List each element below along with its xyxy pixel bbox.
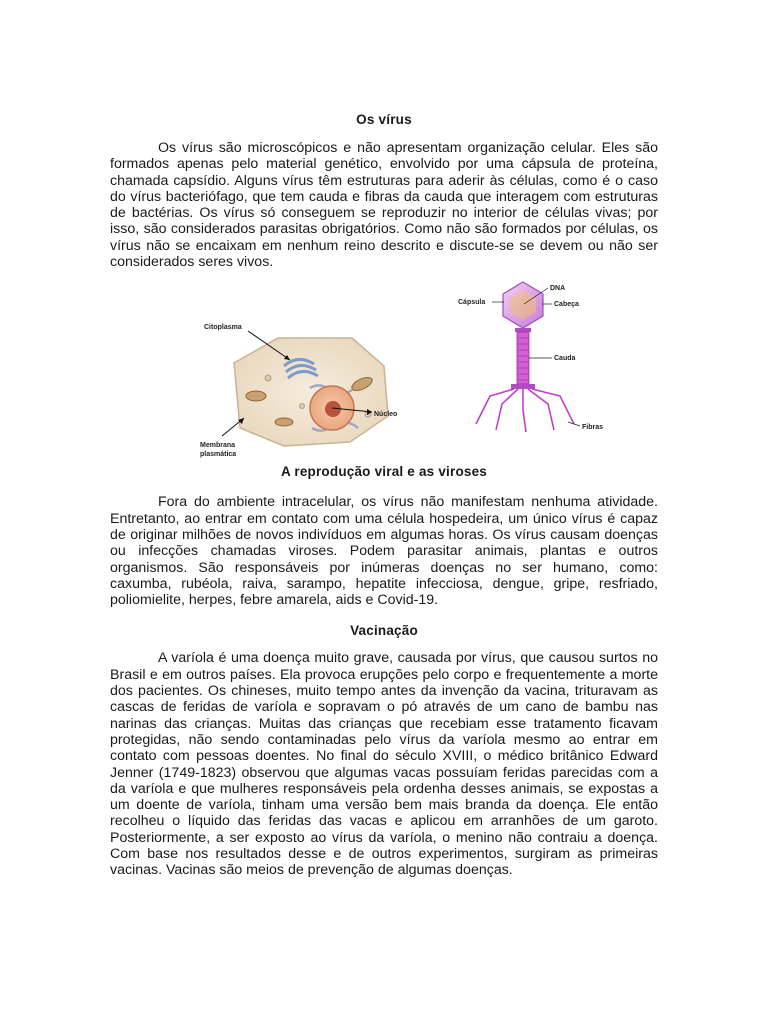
label-membrana-1: Membrana [200, 442, 236, 450]
label-membrana-2: plasmática [200, 451, 237, 459]
paragraph-reproducao-viral: Fora do ambiente intracelular, os vírus não manifestam nenhuma atividade. Entretanto, ao entrar em contato com uma célula hospedeira, um único vírus é capaz de originar milhões de novos indivíduos em algumas horas. Os vírus causam doenças ou infecções chamadas viroses. Podem parasitar animais, plantas e outros organismos. São responsáveis por inúmeras doenças no ser humano, como: caxumba, rubéola, raiva, sarampo, hepatite infecciosa, dengue, gripe, resfriado, poliomielite, herpes, febre amarela, aids e Covid-19. [110, 494, 658, 609]
section-title-vacinacao: Vacinação [350, 623, 418, 639]
animal-cell-illustration [192, 318, 422, 468]
label-dna: DNA [550, 285, 566, 293]
paragraph-os-virus: Os vírus são microscópicos e não apresentam organização celular. Eles são formados apenas pelo material genético, envolvido por uma cápsula de proteína, chamada capsídio. Alguns vírus têm estruturas para aderir às células, como é o caso do vírus bacteriófago, que tem cauda e fibras da cauda que interagem com estruturas de bactérias. Os vírus só conseguem se reproduzir no interior de células vivas; por isso, são considerados parasitas obrigatórios. Como não são formados por células, os vírus não se encaixam em nenhum reino descrito e discute-se se devem ou não ser considerados seres vivos. [110, 140, 658, 271]
figures-row [110, 285, 658, 464]
label-cabeca: Cabeça [554, 301, 579, 309]
paragraph-vacinacao: A varíola é uma doença muito grave, causada por vírus, que causou surtos no Brasil e em outros países. Ela provoca erupções pelo corpo e frequentemente a morte dos pacientes. Os chineses, muito tempo antes da invenção da vacina, trituravam as cascas de feridas de varíola e sopravam o pó através de um cano de bambu nas narinas das crianças. Muitas das crianças que recebiam esse tratamento ficavam protegidas, não sendo contaminadas pelo vírus da varíola mesmo ao entrar em contato com pessoas doentes. No final do século XVIII, o médico britânico Edward Jenner (1749-1823) observou que algumas vacas possuíam feridas parecidas com a da varíola e que mulheres responsáveis pela ordenha desses animais, se expostas a um doente de varíola, tinham uma versão bem mais branda da doença. Ele então recolheu o líquido das feridas das vacas e aplicou em arranhões de um garoto. Posteriormente, a ser exposto ao vírus da varíola, o menino não contraiu a doença. Com base nos resultados desse e de outros experimentos, surgiram as primeiras vacinas. Vacinas são meios de prevenção de algumas doenças. [110, 650, 658, 879]
section-title-os-virus: Os vírus [356, 112, 412, 127]
section-title-reproducao-viral: A reprodução viral e as viroses [280, 464, 488, 480]
document-page [110, 112, 658, 879]
bacteriophage-illustration [456, 280, 616, 440]
label-citoplasma: Citoplasma [204, 324, 242, 332]
label-nucleo: Núcleo [374, 411, 398, 419]
label-capsula: Cápsula [458, 299, 486, 307]
label-cauda: Cauda [554, 355, 576, 363]
label-fibras: Fibras [582, 424, 604, 432]
